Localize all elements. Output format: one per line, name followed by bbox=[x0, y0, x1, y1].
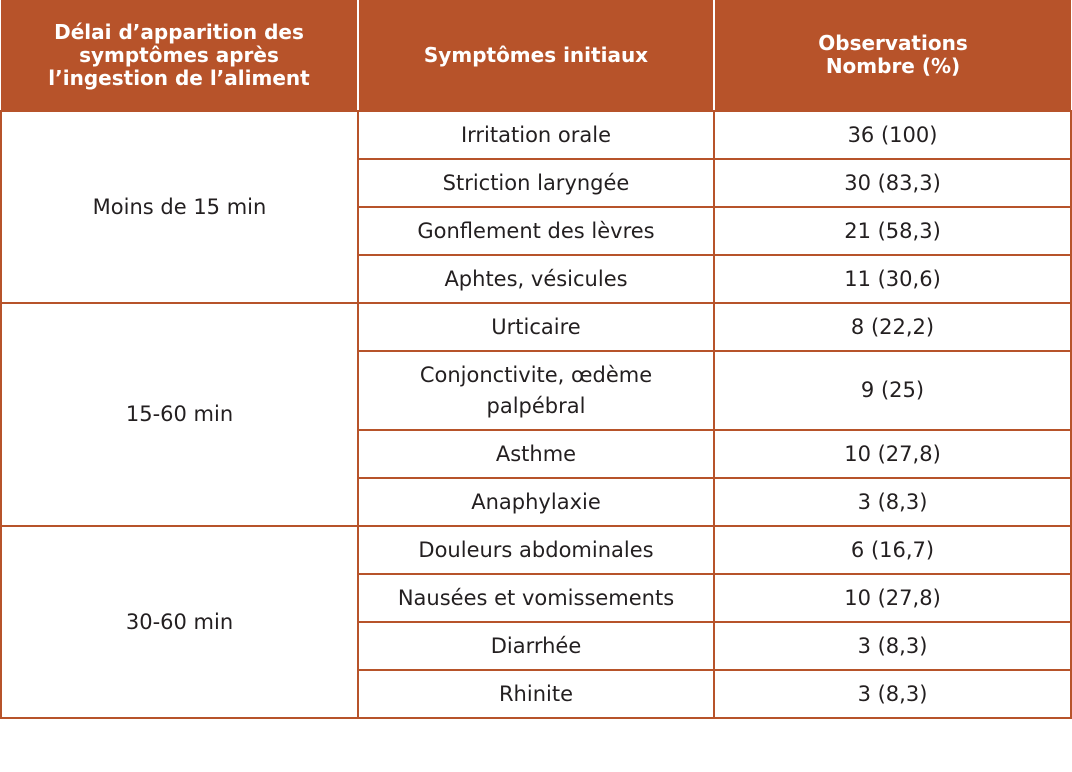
header-delay-line: symptômes après bbox=[79, 42, 279, 67]
symptom-line: palpébral bbox=[486, 393, 586, 418]
header-delay-line: Délai d’apparition des bbox=[54, 19, 304, 44]
symptom-cell: Nausées et vomissements bbox=[358, 574, 714, 622]
symptom-cell: Irritation orale bbox=[358, 111, 714, 159]
symptom-cell: Gonflement des lèvres bbox=[358, 207, 714, 255]
delay-cell: Moins de 15 min bbox=[1, 111, 358, 303]
table-row bbox=[1, 526, 1071, 574]
header-observations bbox=[714, 0, 1071, 111]
observation-cell: 10 (27,8) bbox=[714, 574, 1071, 622]
symptom-line: Conjonctivite, œdème bbox=[419, 362, 653, 387]
observation-cell: 3 (8,3) bbox=[714, 478, 1071, 526]
observation-cell: 8 (22,2) bbox=[714, 303, 1071, 351]
delay-cell: 30-60 min bbox=[1, 526, 358, 718]
symptom-cell bbox=[358, 351, 714, 430]
symptom-cell: Urticaire bbox=[358, 303, 714, 351]
symptom-cell: Diarrhée bbox=[358, 622, 714, 670]
header-observations-line: Nombre (%) bbox=[825, 54, 961, 78]
symptom-cell: Anaphylaxie bbox=[358, 478, 714, 526]
header-symptoms: Symptômes initiaux bbox=[358, 0, 714, 111]
table-row bbox=[1, 303, 1071, 351]
observation-cell: 3 (8,3) bbox=[714, 670, 1071, 718]
observation-cell: 36 (100) bbox=[714, 111, 1071, 159]
header-observations-line: Observations bbox=[818, 31, 968, 55]
symptom-cell: Rhinite bbox=[358, 670, 714, 718]
observation-cell: 10 (27,8) bbox=[714, 430, 1071, 478]
delay-cell: 15-60 min bbox=[1, 303, 358, 526]
observation-cell: 3 (8,3) bbox=[714, 622, 1071, 670]
observation-cell: 21 (58,3) bbox=[714, 207, 1071, 255]
symptom-cell: Striction laryngée bbox=[358, 159, 714, 207]
observation-cell: 6 (16,7) bbox=[714, 526, 1071, 574]
table-row bbox=[1, 111, 1071, 159]
header-delay bbox=[1, 0, 358, 111]
header-row bbox=[1, 0, 1071, 111]
observation-cell: 9 (25) bbox=[714, 351, 1071, 430]
observation-cell: 11 (30,6) bbox=[714, 255, 1071, 303]
header-delay-line: l’ingestion de l’aliment bbox=[48, 65, 310, 90]
symptom-cell: Asthme bbox=[358, 430, 714, 478]
symptom-cell: Aphtes, vésicules bbox=[358, 255, 714, 303]
observation-cell: 30 (83,3) bbox=[714, 159, 1071, 207]
symptom-cell: Douleurs abdominales bbox=[358, 526, 714, 574]
